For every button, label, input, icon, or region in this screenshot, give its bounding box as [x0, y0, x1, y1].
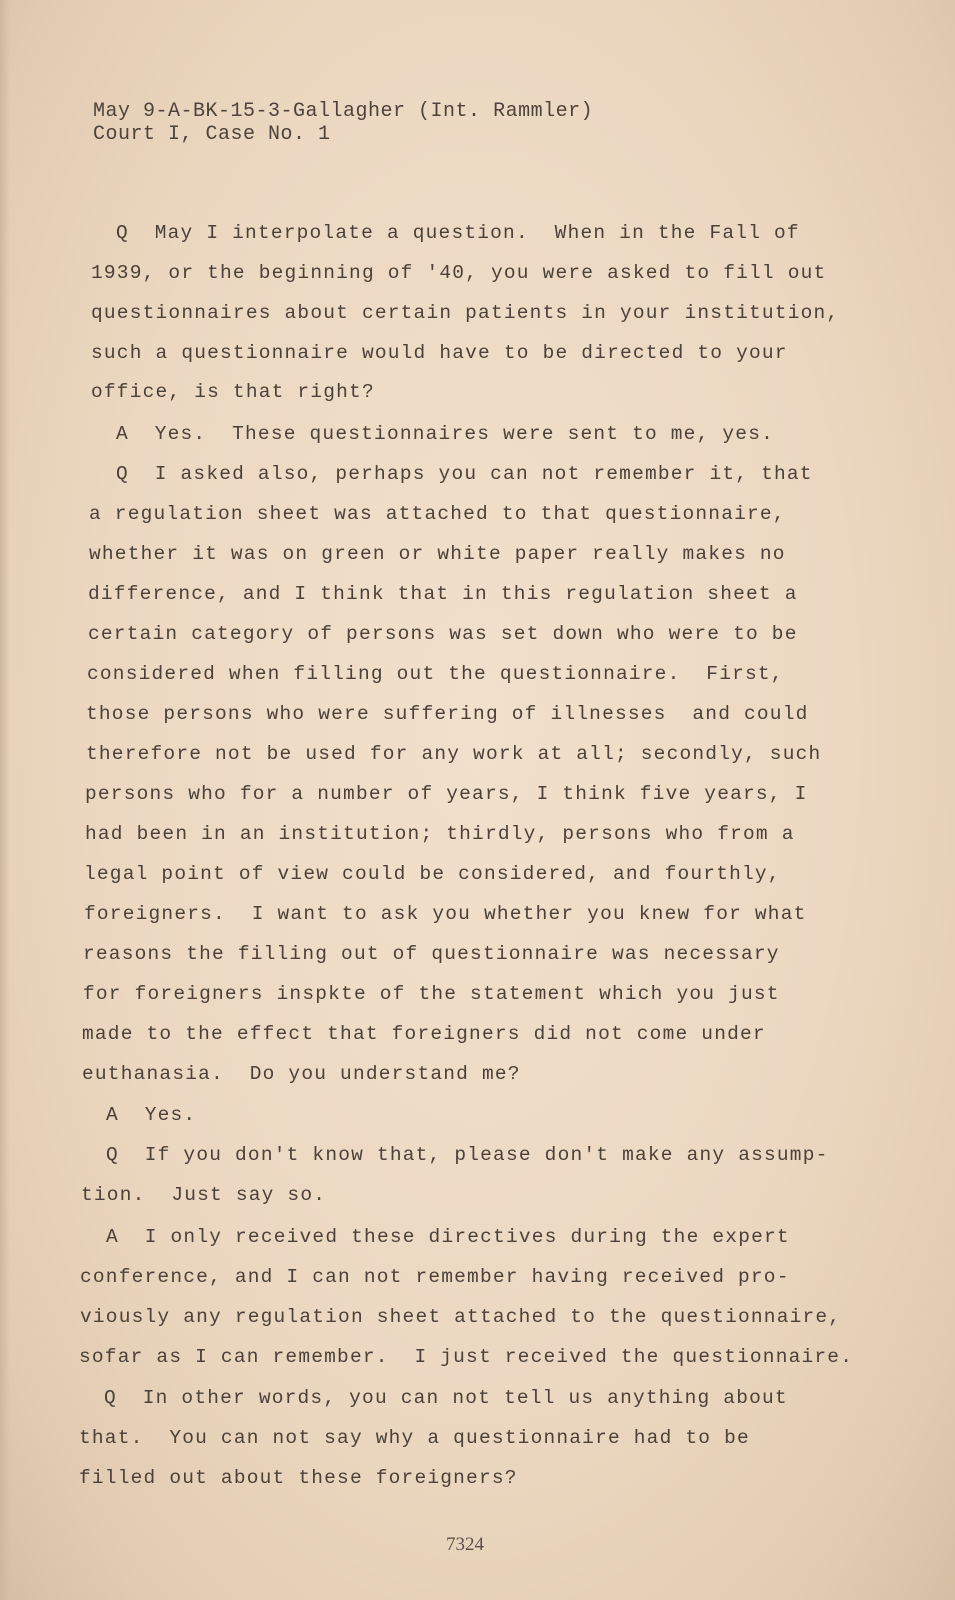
transcript-line: Q I asked also, perhaps you can not remember it, that [116, 463, 813, 485]
header-case-reference: May 9-A-BK-15-3-Gallagher (Int. Rammler) [93, 100, 594, 123]
transcript-line: whether it was on green or white paper really makes no [89, 543, 786, 565]
transcript-line: for foreigners inspkte of the statement which you just [83, 983, 780, 1005]
transcript-line: such a questionnaire would have to be directed to your [91, 342, 788, 364]
transcript-line: Q In other words, you can not tell us anything about [104, 1387, 788, 1409]
transcript-line: those persons who were suffering of illnesses and could [86, 703, 809, 725]
transcript-line: A Yes. [106, 1104, 197, 1126]
transcript-line: viously any regulation sheet attached to the questionnaire, [80, 1306, 842, 1328]
transcript-line: that. You can not say why a questionnaire had to be [79, 1427, 750, 1449]
transcript-line: A I only received these directives during the expert [106, 1226, 790, 1248]
transcript-line: filled out about these foreigners? [79, 1467, 518, 1489]
transcript-line: made to the effect that foreigners did not come under [82, 1023, 766, 1045]
transcript-line: foreigners. I want to ask you whether you knew for what [84, 903, 807, 925]
document-header [93, 100, 593, 146]
page-edge-shadow [0, 0, 10, 1600]
transcript-line: 1939, or the beginning of '40, you were asked to fill out [91, 262, 827, 284]
transcript-line: a regulation sheet was attached to that questionnaire, [89, 503, 786, 525]
transcript-line: persons who for a number of years, I think five years, I [85, 783, 808, 805]
transcript-line: certain category of persons was set down who were to be [88, 623, 798, 645]
transcript-line: legal point of view could be considered, and fourthly, [84, 863, 781, 885]
transcript-line: Q If you don't know that, please don't make any assump- [106, 1144, 829, 1166]
transcript-line: tion. Just say so. [81, 1184, 327, 1206]
transcript-line: had been in an institution; thirdly, persons who from a [85, 823, 795, 845]
transcript-line: office, is that right? [91, 381, 375, 403]
transcript-line: conference, and I can not remember having received pro- [80, 1266, 790, 1288]
transcript-line: questionnaires about certain patients in your institution, [91, 302, 840, 324]
page-number: 7324 [446, 1534, 484, 1555]
transcript-line: Q May I interpolate a question. When in the Fall of [116, 222, 800, 244]
transcript-line: reasons the filling out of questionnaire was necessary [83, 943, 780, 965]
header-court-line: Court I, Case No. 1 [93, 123, 331, 146]
transcript-line: therefore not be used for any work at all; secondly, such [86, 743, 822, 765]
transcript-line: sofar as I can remember. I just received the questionnaire. [79, 1346, 854, 1368]
transcript-line: difference, and I think that in this regulation sheet a [88, 583, 798, 605]
transcript-line: euthanasia. Do you understand me? [82, 1063, 521, 1085]
transcript-line: considered when filling out the questionnaire. First, [87, 663, 784, 685]
transcript-line: A Yes. These questionnaires were sent to me, yes. [116, 423, 774, 445]
